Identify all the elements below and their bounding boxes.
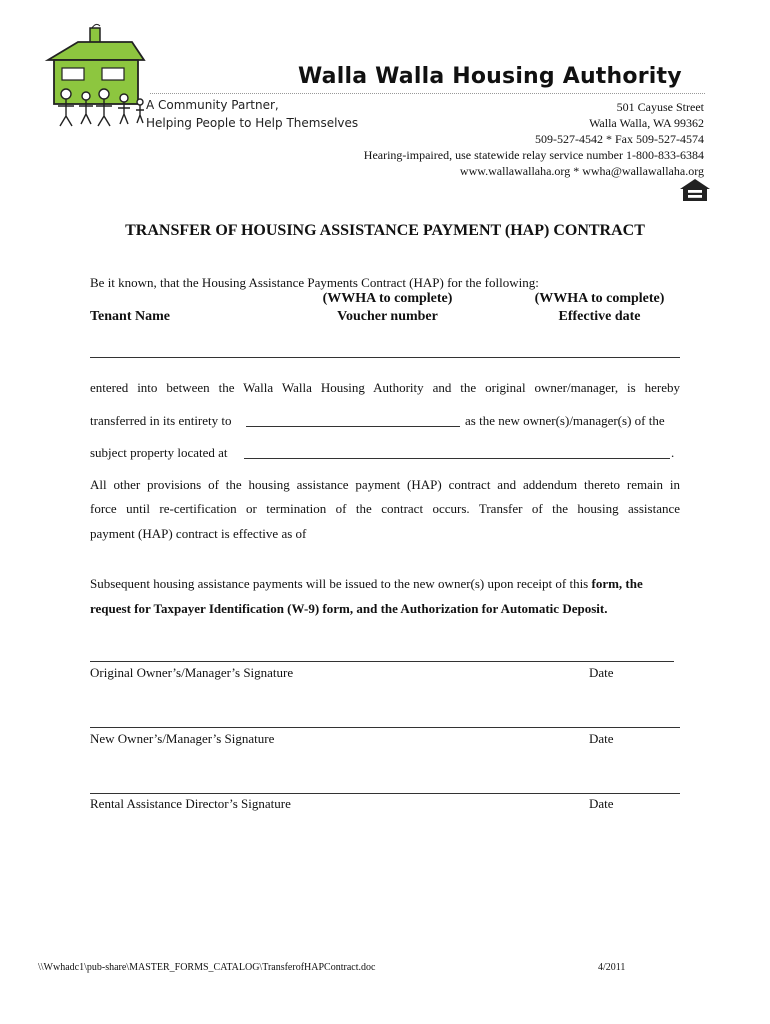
paragraph-1-line-2-start: transferred in its entirety to <box>90 413 232 428</box>
director-date-label: Date <box>589 796 614 811</box>
new-owner-date-label: Date <box>589 731 614 746</box>
org-name: Walla Walla Housing Authority <box>298 64 682 89</box>
tagline-1: A Community Partner, <box>146 98 279 112</box>
header-rule <box>150 93 705 94</box>
original-owner-signature-field-2[interactable] <box>272 661 674 662</box>
paragraph-3-bold: form, the <box>591 576 643 591</box>
phone-fax: 509-527-4542 * Fax 509-527-4574 <box>535 132 704 146</box>
voucher-note: (WWHA to complete) <box>322 291 453 306</box>
tenant-name-label: Tenant Name <box>90 309 170 324</box>
paragraph-3-line-1 <box>90 575 680 593</box>
web-email: www.wallawallaha.org * wwha@wallawallaha.org <box>459 164 704 178</box>
director-signature-label: Rental Assistance Director’s Signature <box>90 796 291 811</box>
address-line-1: 501 Cayuse Street <box>616 100 704 114</box>
property-address-field[interactable] <box>244 458 670 459</box>
original-owner-signature-field[interactable] <box>90 661 272 662</box>
voucher-number-label: Voucher number <box>337 309 438 324</box>
new-owner-signature-field[interactable] <box>90 727 680 728</box>
house-family-logo <box>40 20 150 130</box>
paragraph-2-line-2: force until re-certification or termination of the contract occurs. Transfer of the housing assistance <box>90 501 680 516</box>
new-owner-field[interactable] <box>246 426 460 427</box>
paragraph-2-line-1: All other provisions of the housing assistance payment (HAP) contract and addendum thereto remain in <box>90 477 680 492</box>
tenant-info-field[interactable] <box>90 357 680 358</box>
relay-service: Hearing-impaired, use statewide relay service number 1-800-833-6384 <box>363 148 704 162</box>
paragraph-3-normal: Subsequent housing assistance payments will be issued to the new owner(s) upon receipt of this <box>90 576 589 591</box>
intro-text: Be it known, that the Housing Assistance Payments Contract (HAP) for the following: <box>90 275 539 290</box>
equal-housing-icon <box>678 178 712 202</box>
effective-note: (WWHA to complete) <box>534 291 665 306</box>
footer-file-path: \\Wwhadc1\pub-share\MASTER_FORMS_CATALOG\TransferofHAPContract.doc <box>38 962 376 973</box>
director-signature-field[interactable] <box>90 793 680 794</box>
paragraph-1-line-3-start: subject property located at <box>90 445 228 460</box>
footer-date: 4/2011 <box>598 962 626 973</box>
original-owner-date-label: Date <box>589 665 614 680</box>
address-line-2: Walla Walla, WA 99362 <box>589 116 704 130</box>
original-owner-signature-label: Original Owner’s/Manager’s Signature <box>90 665 294 680</box>
paragraph-1-line-3-end: . <box>671 445 675 460</box>
new-owner-signature-label: New Owner’s/Manager’s Signature <box>90 731 275 746</box>
paragraph-1-line-2-end: as the new owner(s)/manager(s) of the <box>465 413 665 428</box>
paragraph-3-line-2: request for Taxpayer Identification (W-9) form, and the Authorization for Automatic Deposit. <box>90 601 608 616</box>
form-title: TRANSFER OF HOUSING ASSISTANCE PAYMENT (HAP) CONTRACT <box>125 222 645 239</box>
paragraph-2-line-3: payment (HAP) contract is effective as of <box>90 526 307 541</box>
tagline-2: Helping People to Help Themselves <box>146 116 359 130</box>
paragraph-1-line-1: entered into between the Walla Walla Housing Authority and the original owner/manager, is hereby <box>90 380 680 395</box>
effective-date-label: Effective date <box>558 309 641 324</box>
